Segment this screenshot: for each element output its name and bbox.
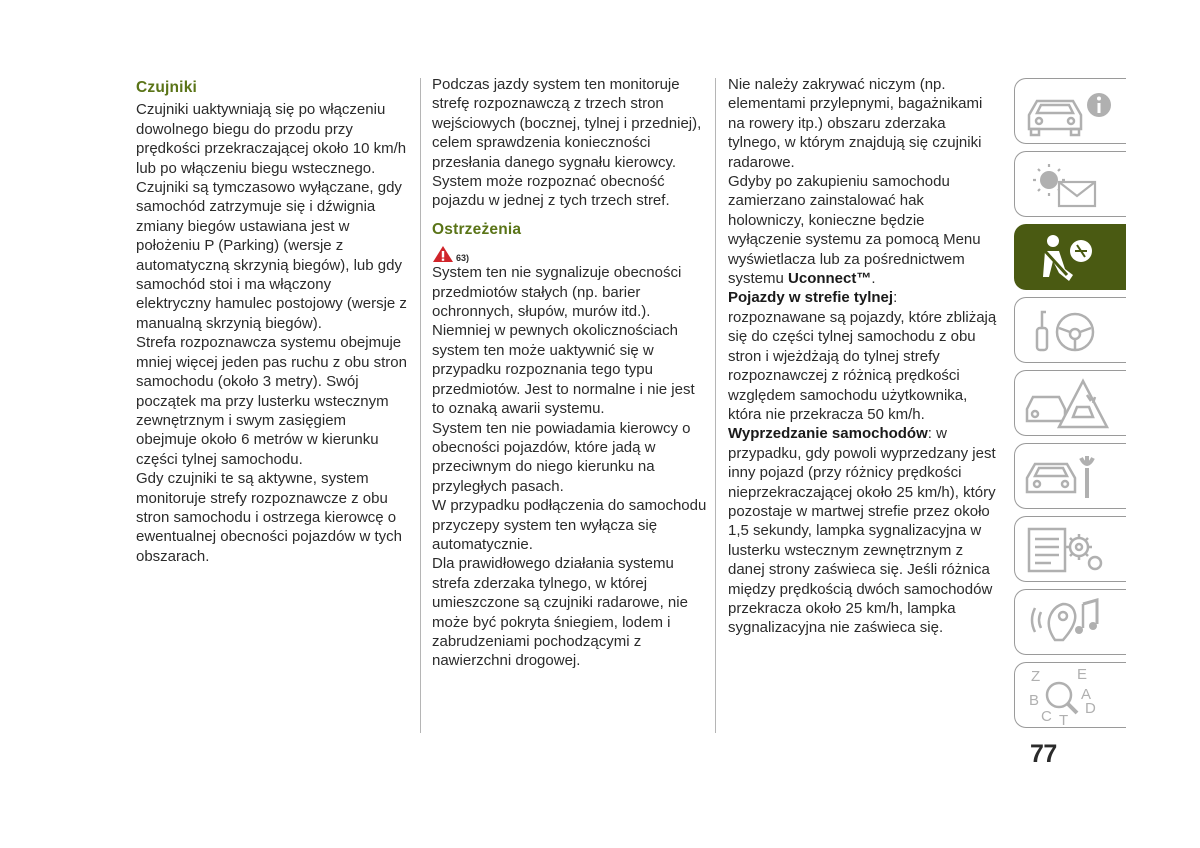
tab-multimedia[interactable] [1014, 589, 1126, 655]
text-run: : w [927, 425, 947, 443]
paragraph: Czujniki są tymczasowo wyłączane, gdy samochód zatrzymuje się i dźwignia zmiany biegów ustawiana jest w położeniu P (Parking) (wersje z automatyczną skrzynią biegów), lub gdy samochód stoi i ma włączony elektryczny hamulec postojowy (wersje z manualną skrzynią biegów). [136, 179, 407, 332]
column-divider [420, 78, 421, 733]
warning-reference [432, 245, 707, 263]
tab-safety[interactable] [1014, 224, 1126, 290]
alphabet-index-icon [1015, 663, 1127, 729]
index-letter: Z [1031, 668, 1041, 685]
term-line [728, 424, 1000, 443]
paragraph: Czujniki uaktywniają się po włączeniu dowolnego biegu do przodu przy prędkości przekraczającej około 10 km/h lub po włączeniu biegu wstecznego. [136, 101, 407, 177]
paragraph: Nie należy zakrywać niczym (np. elementami przylepnymi, bagażnikami na rowery itp.) obszaru zderzaka tylnego, w którym znajdują się czujniki radarowe. [728, 76, 983, 171]
term-overtaking: Wyprzedzanie samochodów [728, 425, 928, 443]
car-service-wrench-icon [1015, 444, 1127, 510]
key-steering-wheel-icon [1015, 298, 1127, 364]
tab-alphabetical-index[interactable] [1014, 662, 1126, 728]
term-line [728, 288, 1000, 307]
tab-car-info[interactable] [1014, 78, 1126, 144]
column-2 [432, 75, 707, 671]
index-letter: C [1041, 708, 1052, 725]
warning-number: 63) [456, 253, 470, 264]
warning-triangle-icon [432, 245, 454, 263]
page-number: 77 [1030, 740, 1057, 768]
paragraph: W przypadku podłączenia do samochodu przyczepy system ten wyłącza się automatycznie. [432, 497, 707, 553]
paragraph: Strefa rozpoznawcza systemu obejmuje mniej więcej jeden pas ruchu z obu stron samochodu (około 3 metry). Swój początek ma przy lusterku wstecznym zewnętrznym i swym zasięgiem obejmuje około 6 metrów w kierunku części tylnej samochodu. [136, 334, 407, 468]
lights-message-icon [1015, 152, 1127, 218]
paragraph: System ten nie powiadamia kierowcy o obecności pojazdów, które jadą w przeciwnym do niego kierunku na przyległych pasach. [432, 419, 691, 495]
brand-name: Uconnect™ [788, 270, 872, 288]
paragraph: Podczas jazdy system ten monitoruje strefę rozpoznawczą z trzech stron wejściowych (bocznej, tylnej i przedniej), celem sprawdzenia konieczności przesłania danego sygnału kierowcy. System może rozpoznać obecność pojazdu w jednej z tych trzech stref. [432, 76, 702, 210]
term-rear-zone: Pojazdy w strefie tylnej [728, 289, 894, 307]
car-info-icon [1015, 79, 1127, 145]
seatbelt-airbag-icon [1015, 225, 1127, 291]
tab-starting-driving[interactable] [1014, 297, 1126, 363]
text-run: . [871, 270, 876, 288]
paragraph: Dla prawidłowego działania systemu strefa zderzaka tylnego, w której umieszczone są czujniki radarowe, nie może być pokryta śniegiem, lodem i zabrudzeniami pochodzącymi z nawierzchni drogowej. [432, 555, 688, 670]
paragraph: rozpoznawane są pojazdy, które zbliżają się do części tylnej samochodu z obu stron i wjeżdżają do tylnej strefy rozpoznawczej z różnicą prędkości względem samochodu użytkownika, która nie przekracza 50 km/h. [728, 308, 997, 423]
section-heading-ostrzezenia: Ostrzeżenia [432, 220, 522, 238]
text-run: : [893, 289, 898, 307]
section-heading-czujniki: Czujniki [136, 79, 198, 96]
column-1 [136, 75, 408, 566]
chapter-tabs [1014, 78, 1126, 735]
column-divider [715, 78, 716, 733]
multimedia-icon [1015, 590, 1127, 656]
paragraph: Gdy czujniki te są aktywne, system monitoruje strefy rozpoznawcze z obu stron samochodu i ostrzega kierowcę o ewentualnej obecności pojazdów w tych obszarach. [136, 470, 402, 565]
warning-crash-icon [1015, 371, 1127, 437]
index-letter: T [1059, 712, 1069, 729]
index-letter: E [1077, 666, 1088, 683]
paragraph: System ten nie sygnalizuje obecności przedmiotów stałych (np. barier ochronnych, słupów, murów itd.). Niemniej w pewnych okolicznościach system ten może uaktywnić się w przypadku rozpoznania tego typu przedmiotów. Jest to normalne i nie jest to oznaką awarii systemu. [432, 264, 695, 418]
tab-servicing-care[interactable] [1014, 443, 1126, 509]
column-3 [728, 75, 1000, 638]
paragraph [728, 172, 1000, 288]
index-letter: D [1085, 700, 1096, 717]
tab-lights-messages[interactable] [1014, 151, 1126, 217]
tab-in-an-emergency[interactable] [1014, 370, 1126, 436]
paragraph: przypadku, gdy powoli wyprzedzany jest inny pojazd (przy różnicy prędkości nieprzekraczającej około 25 km/h), który pozostaje w martwej strefie przez około 1,5 sekundy, lampka sygnalizacyjna w lusterku wstecznym zewnętrznym z danej strony zaświeca się. Jeśli różnica między prędkością dwóch samochodów przekracza około 25 km/h, lampka sygnalizacyjna nie zaświeca się. [728, 444, 996, 637]
specs-gears-icon [1015, 517, 1127, 583]
index-letter: A [1081, 686, 1092, 703]
tab-technical-specifications[interactable] [1014, 516, 1126, 582]
index-letter: B [1029, 692, 1040, 709]
text-run: Gdyby po zakupieniu samochodu zamierzano zainstalować hak holowniczy, konieczne będzie wyłączenie systemu za pomocą Menu wyświetlacza lub za pośrednictwem systemu [728, 173, 981, 288]
